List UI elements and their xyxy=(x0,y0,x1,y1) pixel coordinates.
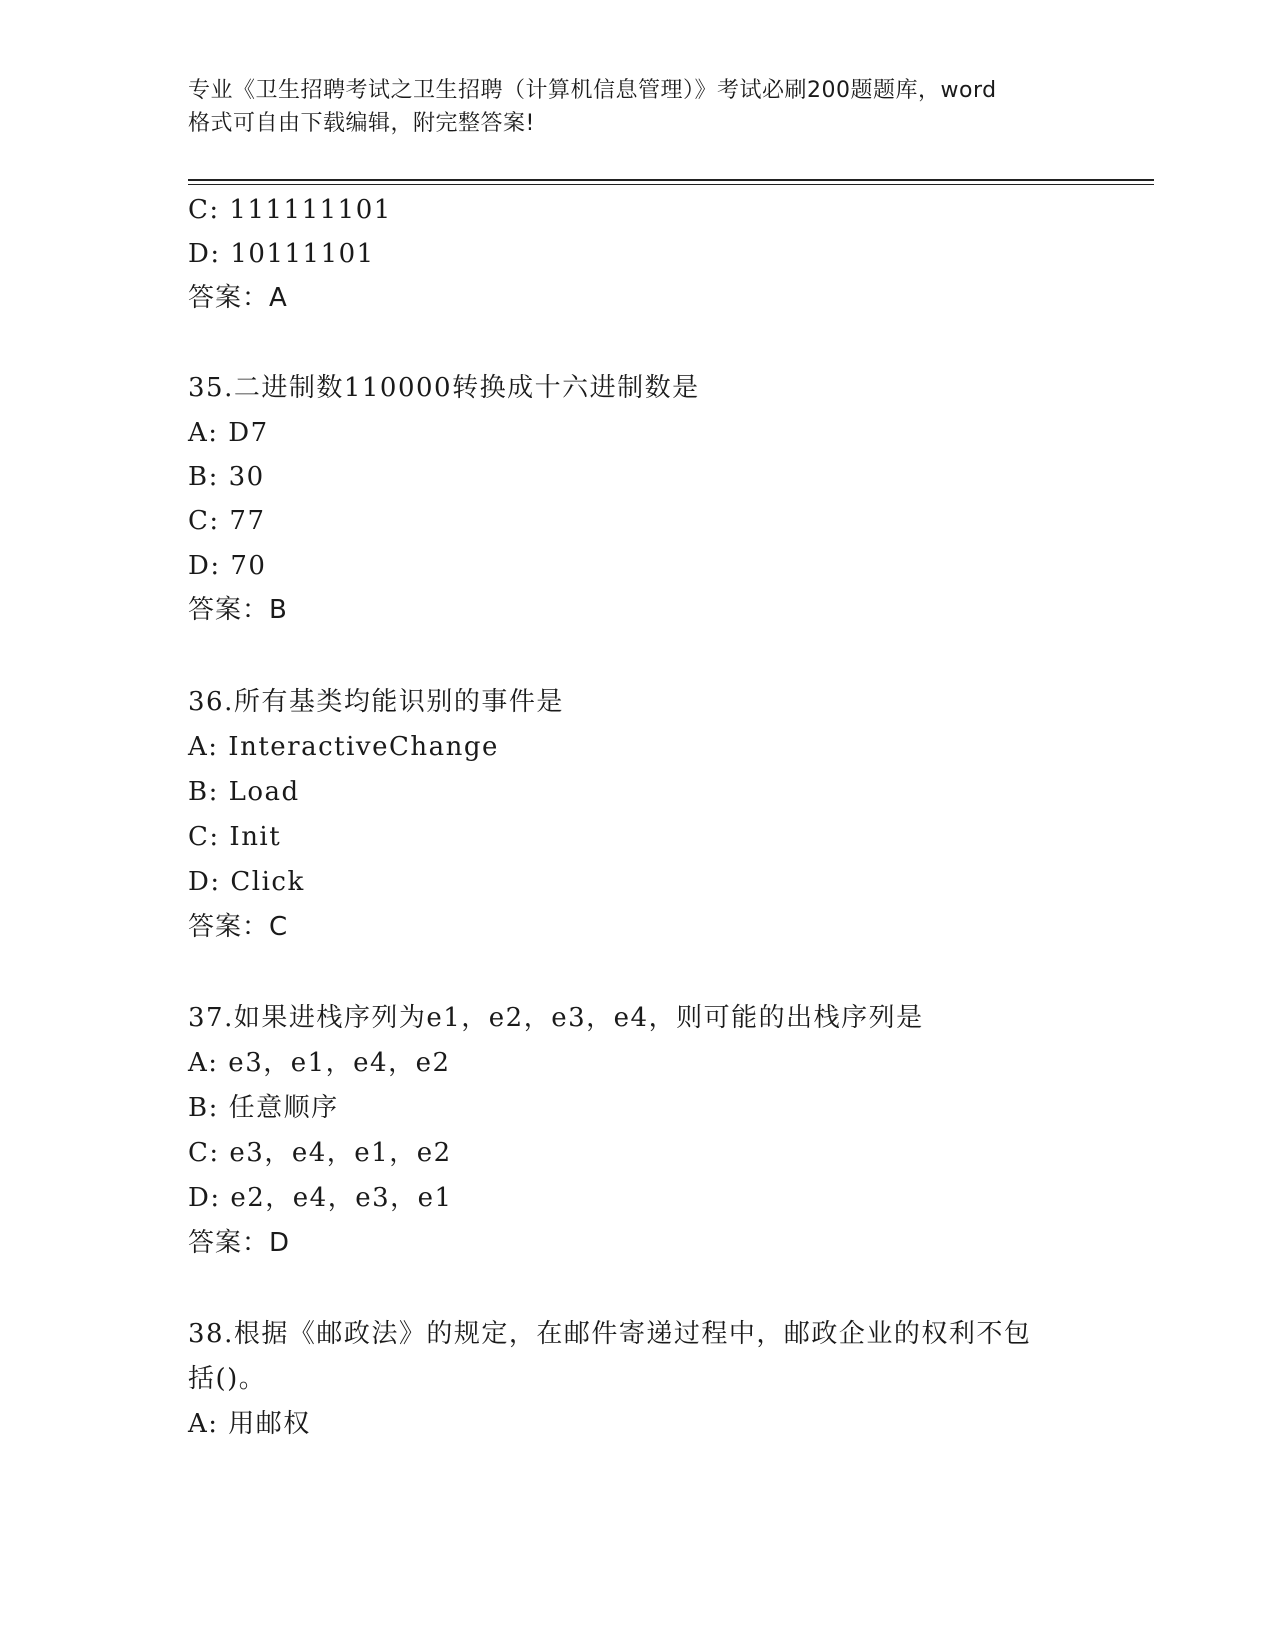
q38-option-a: A: 用邮权 xyxy=(188,1409,311,1439)
header-line-1: 专业《卫生招聘考试之卫生招聘（计算机信息管理）》考试必刷200题题库，word xyxy=(188,78,997,103)
q35-option-b: B: 30 xyxy=(188,462,265,492)
header-line-2: 格式可自由下载编辑，附完整答案! xyxy=(188,111,535,136)
header-divider-bottom xyxy=(188,184,1154,185)
q35-option-d: D: 70 xyxy=(188,551,267,581)
q37-option-a: A: e3，e1，e4，e2 xyxy=(188,1048,451,1078)
q36-option-a: A: InteractiveChange xyxy=(188,732,499,762)
option-d: D: 10111101 xyxy=(188,239,375,269)
question-35: 35.二进制数110000转换成十六进制数是 xyxy=(188,373,700,403)
question-38-line-1: 38.根据《邮政法》的规定，在邮件寄递过程中，邮政企业的权利不包 xyxy=(188,1319,1032,1349)
question-36: 36.所有基类均能识别的事件是 xyxy=(188,687,564,717)
answer: 答案：A xyxy=(188,283,288,313)
document-header xyxy=(188,74,1088,140)
q35-answer: 答案：B xyxy=(188,595,288,625)
header-divider-top xyxy=(188,179,1154,181)
q36-option-d: D: Click xyxy=(188,867,305,897)
q36-option-b: B: Load xyxy=(188,777,300,807)
q37-option-c: C: e3，e4，e1，e2 xyxy=(188,1138,452,1168)
q37-option-d: D: e2，e4，e3，e1 xyxy=(188,1183,453,1213)
q36-option-c: C: Init xyxy=(188,822,282,852)
question-37: 37.如果进栈序列为e1，e2，e3，e4，则可能的出栈序列是 xyxy=(188,1003,924,1033)
q35-option-a: A: D7 xyxy=(188,418,269,448)
q35-option-c: C: 77 xyxy=(188,506,266,536)
option-c: C: 111111101 xyxy=(188,195,392,225)
q37-answer: 答案：D xyxy=(188,1228,291,1258)
q37-option-b: B: 任意顺序 xyxy=(188,1093,339,1123)
question-38-line-2: 括()。 xyxy=(188,1364,267,1394)
q36-answer: 答案：C xyxy=(188,912,289,942)
